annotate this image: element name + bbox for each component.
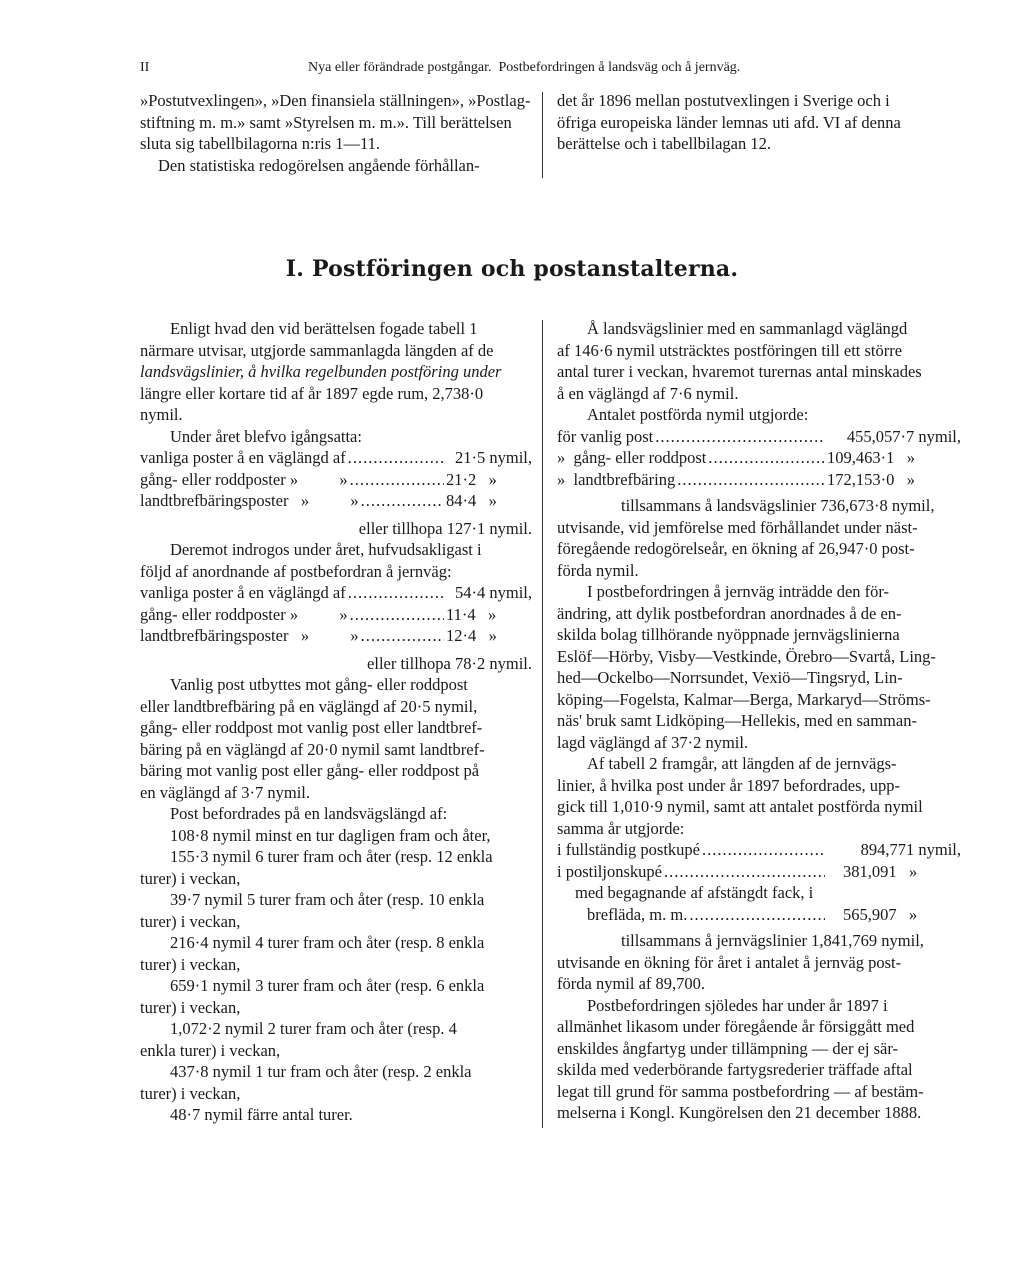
list-item-value: 565,907 » (843, 904, 918, 924)
leader-dots (348, 447, 444, 469)
list-item (557, 839, 961, 861)
text-line: 48·7 nymil färre antal turer. (170, 1105, 353, 1124)
text-line: förda nymil. (557, 560, 639, 580)
list-item (557, 426, 961, 448)
text-line: turer) i veckan, (140, 1083, 241, 1103)
list-item-label: gång- eller roddposter » » (140, 469, 348, 489)
text-line: turer) i veckan, (140, 954, 241, 974)
intro-left-line: stiftning m. m.» samt »Styrelsen m. m.». Till berättelsen (140, 112, 512, 132)
leader-dots (664, 861, 825, 883)
list-item-label: vanliga poster å en väglängd af (140, 583, 346, 602)
text-line: enskildes ångfartyg under tillämpning — der ej sär- (557, 1038, 899, 1058)
leader-dots (350, 469, 444, 491)
text-line: närmare utvisar, utgjorde sammanlagda längden af de (140, 340, 494, 360)
leader-dots (702, 839, 825, 861)
list-item (140, 490, 532, 512)
page-number: II (140, 60, 150, 75)
column-rule (542, 320, 543, 1128)
list-item-label: för vanlig post (557, 426, 654, 446)
text-line: Enligt hvad den vid berättelsen fogade tabell 1 (170, 319, 478, 338)
leader-dots (689, 904, 825, 926)
leader-dots (350, 604, 444, 626)
list-item-value: 455,057·7 nymil, (846, 426, 961, 446)
text-line: turer) i veckan, (140, 868, 241, 888)
leader-dots (655, 426, 825, 448)
text-line: I postbefordringen å jernväg inträdde den för- (587, 582, 890, 601)
text-line: hed—Ockelbo—Norrsundet, Vexiö—Tingsryd, Lin- (557, 668, 903, 687)
text-line: af 146·6 nymil utsträcktes postföringen till ett större (557, 340, 903, 360)
text-line: föregående redogörelseår, en ökning af 26,947·0 post- (557, 539, 915, 558)
text-line: å en väglängd af 7·6 nymil. (557, 383, 739, 403)
left-column (140, 318, 532, 1126)
section-heading: I. Postföringen och postanstalterna. (285, 256, 739, 282)
text-line (140, 361, 532, 383)
text-line: bäring mot vanlig post eller gång- eller roddpost på (140, 761, 480, 780)
text-line-italic: landsvägslinier, å hvilka regelbunden postföring under (140, 362, 502, 381)
list-item (557, 904, 961, 926)
text-line: Deremot indrogos under året, hufvudsakligast i (170, 540, 482, 559)
text-line: samma år utgjorde: (557, 818, 685, 838)
text-line: lagd väglängd af 37·2 nymil. (557, 732, 749, 752)
intro-right-line: öfriga europeiska länder lemnas uti afd. VI af denna (557, 112, 901, 132)
list-item (140, 447, 532, 469)
text-line: 659·1 nymil 3 turer fram och åter (resp. 6 enkla (170, 976, 485, 995)
text-line: utvisande, vid jemförelse med förhållandet under näst- (557, 517, 918, 537)
list-item-value: 54·4 nymil, (455, 583, 532, 602)
list-item-label: » gång- eller roddpost (557, 448, 707, 467)
intro-column-rule (542, 92, 543, 178)
list-item-label: gång- eller roddposter » » (140, 604, 348, 624)
text-line: 108·8 nymil minst en tur dagligen fram och åter, (170, 825, 491, 845)
text-line: följd af anordnande af postbefordran å jernväg: (140, 561, 452, 581)
text-line: turer) i veckan, (140, 911, 241, 931)
list-item (140, 469, 532, 491)
leader-dots (361, 490, 444, 512)
text-line: gång- eller roddpost mot vanlig post eller landtbref- (140, 718, 483, 737)
intro-right-line: berättelse och i tabellbilagan 12. (557, 134, 771, 153)
intro-left-line: sluta sig tabellbilagorna n:ris 1—11. (140, 134, 380, 153)
intro-left (140, 90, 532, 176)
list-item-label: » landtbrefbäring (557, 469, 676, 489)
list-item (557, 861, 961, 883)
list-item-label: landtbrefbäringsposter » » (140, 491, 359, 510)
running-title: Nya eller förändrade postgångar. Postbefordringen å landsväg och å jernväg. (308, 60, 741, 75)
text-line: antal turer i veckan, hvaremot turernas antal minskades (557, 362, 922, 381)
text-line: skilda bolag tillhörande nyöppnade jernvägslinierna (557, 625, 900, 644)
text-line: enkla turer) i veckan, (140, 1040, 281, 1060)
text-line: Under året blefvo igångsatta: (170, 426, 362, 446)
text-line: förda nymil af 89,700. (557, 974, 706, 993)
text-line: Post befordrades på en landsvägslängd af: (170, 804, 448, 823)
list-item-label: vanliga poster å en väglängd af (140, 448, 346, 467)
right-column (557, 318, 961, 1124)
list-item-label: landtbrefbäringsposter » » (140, 626, 359, 645)
list-item-value: 894,771 nymil, (860, 840, 961, 859)
text-line: Postbefordringen sjöledes har under år 1897 i (587, 995, 888, 1015)
text-line: köping—Fogelsta, Kalmar—Berga, Markaryd—Ströms- (557, 689, 931, 709)
text-line: utvisande en ökning för året i antalet å jernväg post- (557, 952, 902, 972)
text-line: 1,072·2 nymil 2 turer fram och åter (resp. 4 (170, 1019, 457, 1038)
text-line: Af tabell 2 framgår, att längden af de jernvägs- (587, 754, 897, 773)
text-line: melserna i Kongl. Kungörelsen den 21 december 1888. (557, 1103, 922, 1122)
text-line: 39·7 nymil 5 turer fram och åter (resp. 10 enkla (170, 890, 485, 909)
list-item (557, 447, 961, 469)
list-item-value: 11·4 » (446, 604, 497, 624)
list-item-value: 84·4 » (446, 491, 497, 510)
list-total: eller tillhopa 127·1 nymil. (358, 518, 532, 538)
text-line: skilda med vederbörande fartygsrederier träffade aftal (557, 1060, 913, 1079)
text-line: linier, å hvilka post under år 1897 befordrades, upp- (557, 775, 900, 795)
text-line: Eslöf—Hörby, Visby—Vestkinde, Örebro—Svartå, Ling- (557, 646, 936, 666)
text-line: 437·8 nymil 1 tur fram och åter (resp. 2 enkla (170, 1062, 472, 1081)
list-item-value: 21·5 nymil, (455, 448, 532, 467)
text-line: legat till grund för samma postbefordring — af bestäm- (557, 1081, 924, 1101)
intro-left-line: Den statistiska redogörelsen angående förhållan- (158, 155, 480, 175)
list-item (557, 469, 961, 491)
leader-dots (361, 625, 444, 647)
text-line: Vanlig post utbyttes mot gång- eller roddpost (170, 675, 468, 694)
list-item (140, 582, 532, 604)
list-item (140, 625, 532, 647)
text-line: Å landsvägslinier med en sammanlagd väglängd (587, 319, 908, 338)
list-total: tillsammans å jernvägslinier 1,841,769 nymil, (621, 931, 924, 950)
list-total: eller tillhopa 78·2 nymil. (367, 653, 532, 673)
text-line: 155·3 nymil 6 turer fram och åter (resp. 12 enkla (170, 847, 493, 866)
intro-right-line: det år 1896 mellan postutvexlingen i Sverige och i (557, 91, 890, 110)
list-item-value: 109,463·1 » (827, 448, 915, 467)
list-item-value: 12·4 » (446, 626, 497, 645)
text-line: allmänhet likasom under föregående år försiggått med (557, 1017, 915, 1036)
text-line: en väglängd af 3·7 nymil. (140, 782, 310, 802)
list-item (140, 604, 532, 626)
list-item-value: 172,153·0 » (827, 469, 915, 489)
list-item-label: med begagnande af afstängdt fack, i (575, 883, 814, 902)
list-item-label: i fullständig postkupé (557, 840, 700, 859)
text-line: näs' bruk samt Lidköping—Hellekis, med en samman- (557, 711, 917, 730)
text-line: 216·4 nymil 4 turer fram och åter (resp. 8 enkla (170, 933, 485, 952)
intro-right (557, 90, 961, 155)
list-item-label: i postiljonskupé (557, 861, 662, 881)
list-item-value: 381,091 » (843, 861, 918, 881)
intro-left-line: »Postutvexlingen», »Den finansiela ställningen», »Postlag- (140, 91, 531, 110)
text-line: turer) i veckan, (140, 997, 241, 1017)
list-total: tillsammans å landsvägslinier 736,673·8 nymil, (621, 496, 935, 515)
list-item-label: brefläda, m. m. (587, 904, 688, 924)
leader-dots (677, 469, 825, 491)
leader-dots (348, 582, 444, 604)
text-line: Antalet postförda nymil utgjorde: (587, 405, 809, 424)
text-line: eller landtbrefbäring på en väglängd af 20·5 nymil, (140, 696, 478, 716)
text-line: bäring på en väglängd af 20·0 nymil samt landtbref- (140, 739, 485, 759)
text-line: nymil. (140, 405, 183, 424)
leader-dots (708, 447, 825, 469)
text-line: gick till 1,010·9 nymil, samt att antalet postförda nymil (557, 797, 923, 816)
text-line: ändring, att dylik postbefordran anordnades å de en- (557, 603, 902, 623)
list-item-value: 21·2 » (446, 469, 497, 489)
text-line: längre eller kortare tid af år 1897 egde rum, 2,738·0 (140, 383, 484, 403)
